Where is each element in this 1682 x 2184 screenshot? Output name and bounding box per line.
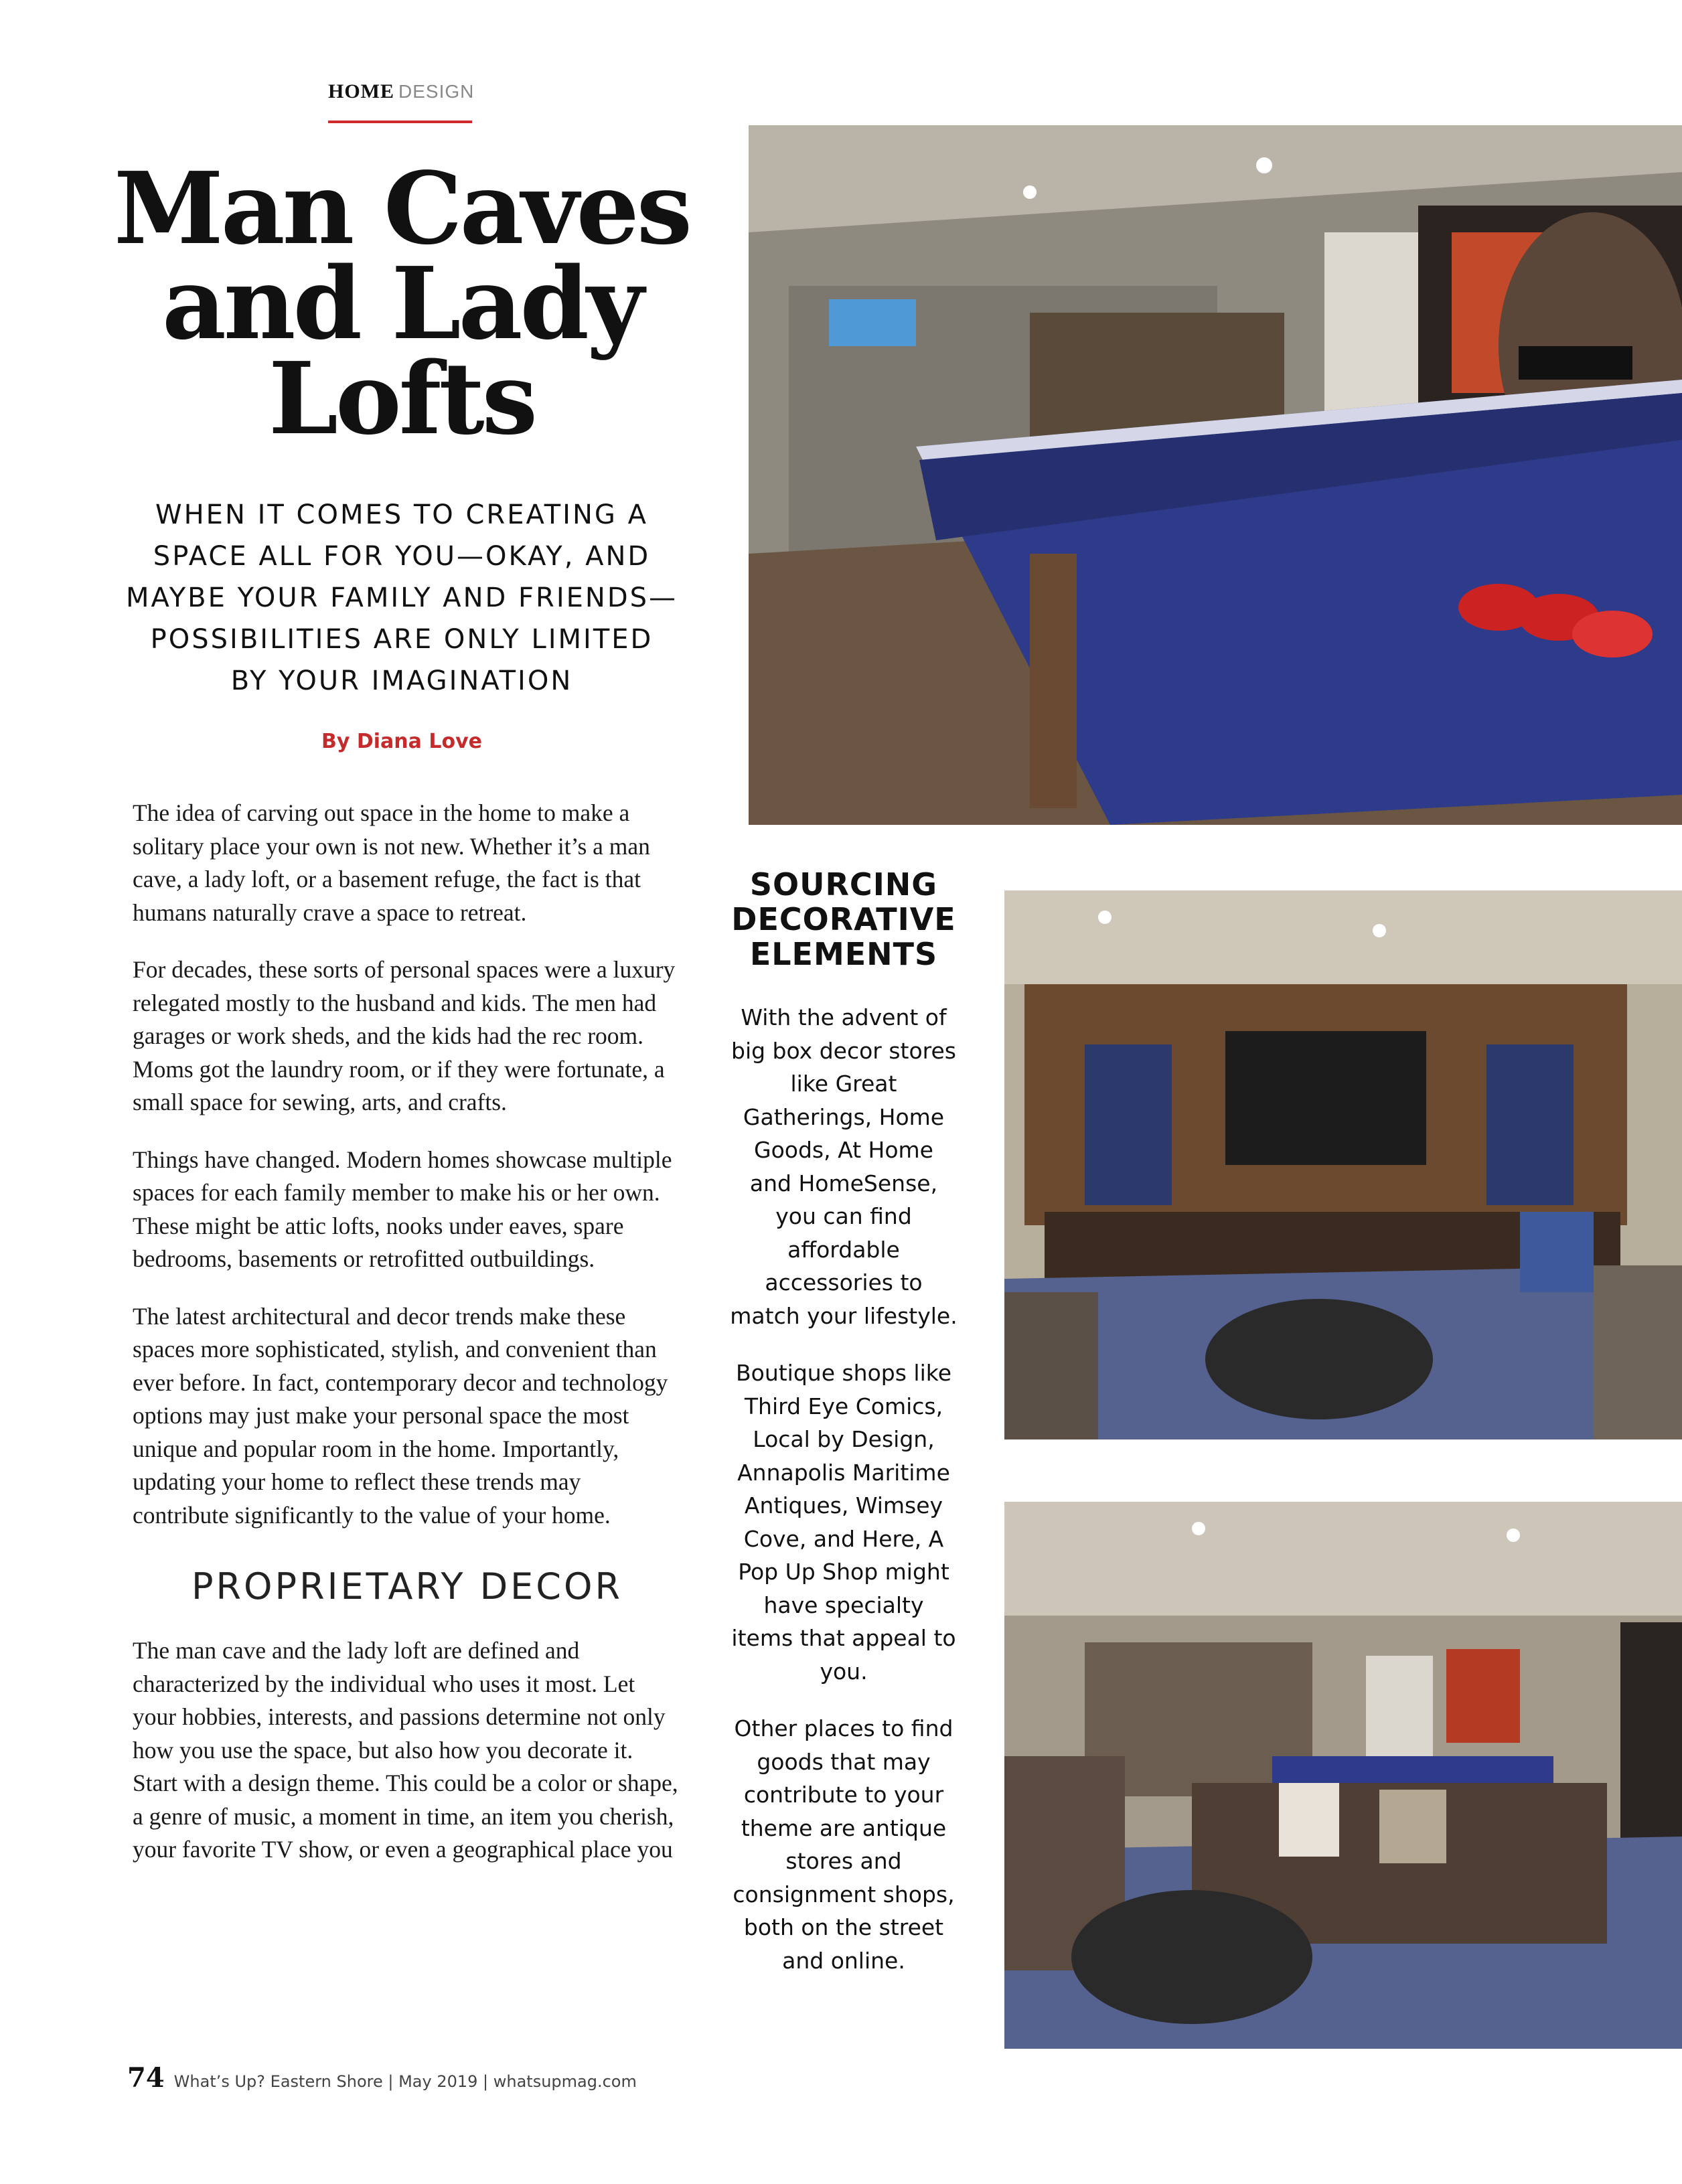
page-number: 74 <box>127 2062 165 2094</box>
body-paragraph-5: The man cave and the lady loft are defined and characterized by the individual who uses it most. Let your hobbies, interests, and passions determine not only how you use the space, but also how you decorate it. Start with a design theme. This could be a color or shape, a genre of music, a moment in time, an item you cherish, your favorite TV show, or even a geographical place you <box>133 1637 678 1863</box>
byline: By Diana Love <box>321 730 482 753</box>
tv-wall-lounge-photo <box>1004 890 1682 1439</box>
article-body <box>133 797 682 1891</box>
deck-line-1: WHEN IT COMES TO CREATING A <box>155 499 648 530</box>
deck-line-2: SPACE ALL FOR YOU—OKAY, AND <box>153 541 651 572</box>
sidebar-paragraph-3: Other places to find goods that may contribute to your theme are antique stores and consignment shops, both on the street and online. <box>733 1715 955 1974</box>
body-paragraph-3: Things have changed. Modern homes showcase multiple spaces for each family member to make his or her own. These might be attic lofts, nooks under eaves, spare bedrooms, basements or retrofitted outbuildings. <box>133 1146 672 1272</box>
subhead: PROPRIETARY DECOR <box>191 1565 623 1608</box>
page-footer <box>127 2062 637 2094</box>
body-paragraph-4: The latest architectural and decor trends make these spaces more sophisticated, stylish, and convenient than ever before. In fact, contemporary decor and technology options may just make your personal space the most unique and popular room in the home. Importantly, updating your home to reflect these trends may contribute significantly to the value of your home. <box>133 1302 668 1529</box>
title-line-2: and Lady <box>162 245 641 362</box>
section-tag-light: DESIGN <box>398 81 475 102</box>
footer-text: What’s Up? Eastern Shore | May 2019 | whatsupmag.com <box>173 2072 637 2091</box>
sectional-sofa-basement-photo <box>1004 1502 1682 2049</box>
body-paragraph-1: The idea of carving out space in the home to make a solitary place your own is not new. Whether it’s a man cave, a lady loft, or a basement refuge, the fact is that humans naturally crave a space to retreat. <box>133 799 650 926</box>
sidebar-heading-line-1: SOURCING <box>749 866 938 903</box>
article-title <box>100 150 703 457</box>
deck-line-4: POSSIBILITIES ARE ONLY LIMITED <box>150 624 654 655</box>
article-deck <box>121 494 683 702</box>
deck-line-3: MAYBE YOUR FAMILY AND FRIENDS— <box>125 582 678 613</box>
title-line-1: Man Caves <box>113 150 690 266</box>
section-tag-strong: HOME <box>328 80 394 102</box>
sidebar <box>730 867 958 2001</box>
body-paragraph-2: For decades, these sorts of personal spaces were a luxury relegated mostly to the husband and kids. The men had garages or work sheds, and the kids had the rec room. Moms got the laundry room, or if they were fortunate, a small space for sewing, arts, and crafts. <box>133 956 676 1115</box>
section-tag <box>328 80 474 103</box>
sidebar-heading <box>730 867 958 971</box>
section-tag-underline <box>328 121 472 123</box>
sidebar-paragraph-1: With the advent of big box decor stores like Great Gatherings, Home Goods, At Home and HomeSense, you can find affordable accessories to match your lifestyle. <box>730 1004 958 1329</box>
title-line-3: Lofts <box>268 340 536 457</box>
sidebar-paragraph-2: Boutique shops like Third Eye Comics, Local by Design, Annapolis Maritime Antiques, Wimsey Cove, and Here, A Pop Up Shop might have specialty items that appeal to you. <box>731 1360 956 1685</box>
sidebar-heading-line-2: DECORATIVE <box>731 901 956 937</box>
ping-pong-table-photo <box>749 125 1682 825</box>
deck-line-5: BY YOUR IMAGINATION <box>230 666 573 696</box>
sidebar-heading-line-3: ELEMENTS <box>749 936 938 972</box>
